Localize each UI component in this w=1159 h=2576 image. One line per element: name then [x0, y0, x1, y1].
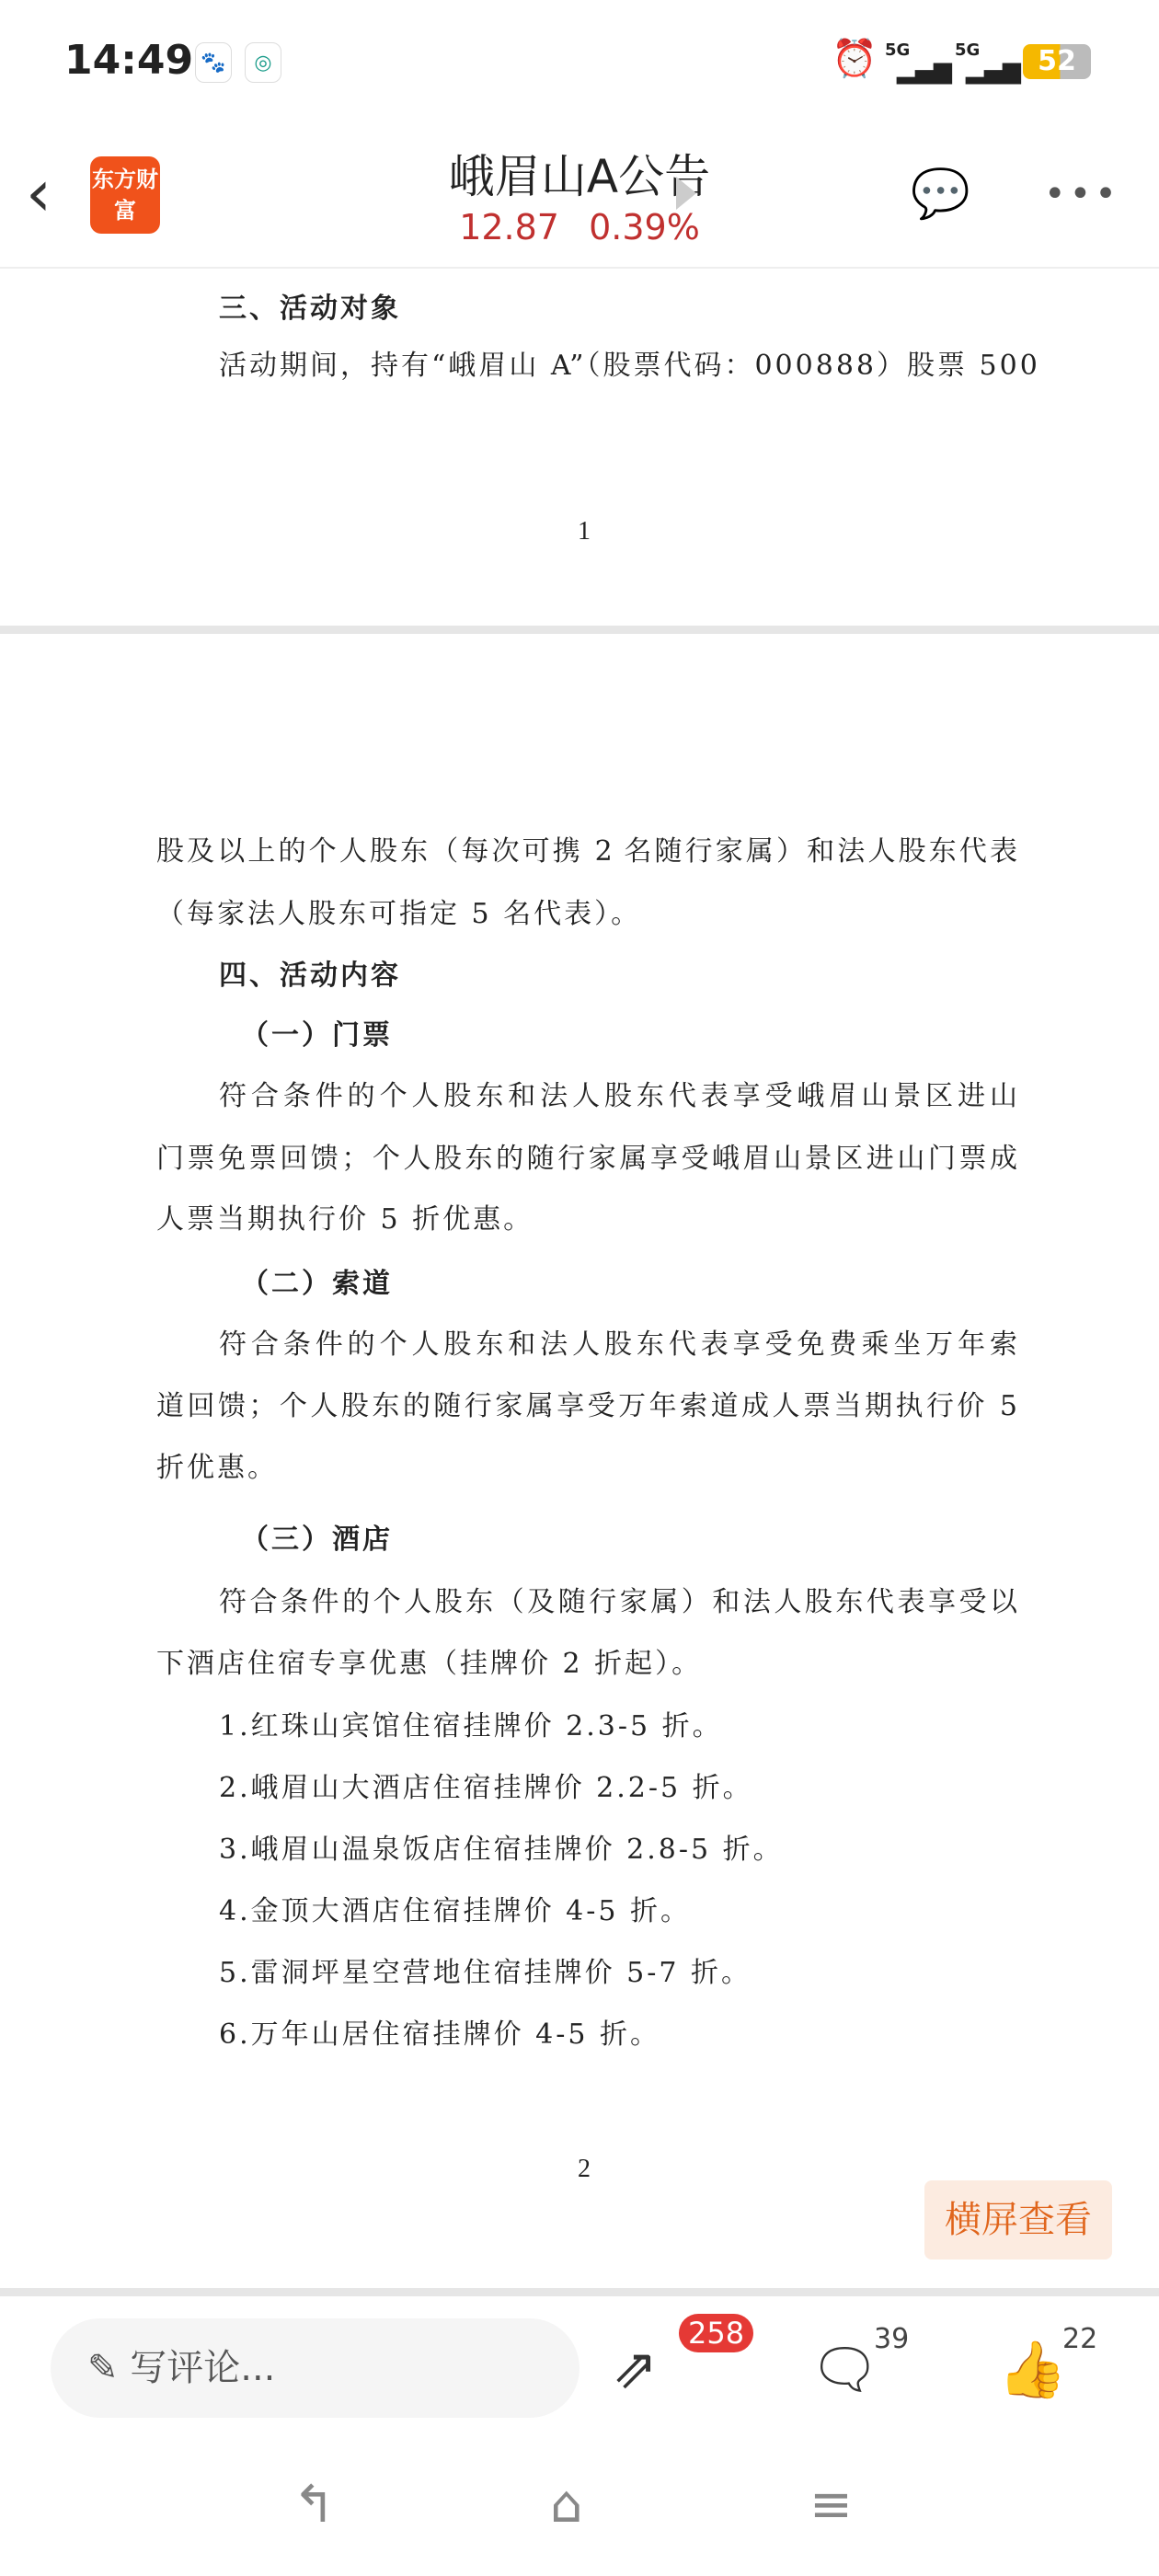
chevron-right-icon[interactable]	[676, 177, 696, 210]
signal-icon-2: ▂▄▆	[966, 57, 1021, 85]
like-icon[interactable]: 👍	[998, 2338, 1067, 2402]
page-title: 峨眉山A公告	[448, 150, 711, 203]
doc-line: 符合条件的个人股东和法人股东代表享受峨眉山景区进山	[219, 1080, 1017, 1112]
section-heading: （二）索道	[241, 1268, 393, 1300]
pencil-icon: ✎	[87, 2347, 131, 2389]
status-bar	[0, 37, 1159, 92]
doc-line: 4.金顶大酒店住宿挂牌价 4-5 折。	[219, 1895, 692, 1927]
battery-indicator: 52	[1023, 44, 1091, 79]
page-separator	[0, 626, 1159, 634]
doc-line: 股及以上的个人股东（每次可携 2 名随行家属）和法人股东代表	[156, 835, 1017, 868]
doc-line: 6.万年山居住宿挂牌价 4-5 折。	[219, 2018, 661, 2051]
network-5g-1: 5G	[885, 40, 911, 60]
doc-line: 活动期间，持有“峨眉山 A”（股票代码：000888）股票 500	[219, 350, 1040, 382]
doc-line: 5.雷洞坪星空营地住宿挂牌价 5-7 折。	[219, 1957, 752, 1989]
comment-placeholder: 写评论...	[130, 2347, 276, 2389]
section-heading: （三）酒店	[241, 1524, 393, 1556]
header-divider	[0, 267, 1159, 269]
stock-quote	[0, 207, 1159, 247]
status-time: 14:49	[64, 37, 194, 84]
share-icon[interactable]: ⇗	[612, 2337, 659, 2401]
baidu-app-icon: 🐾	[195, 42, 232, 83]
china-mobile-icon: ◎	[245, 42, 281, 83]
nav-back-icon[interactable]: ↰	[293, 2475, 336, 2535]
page-number: 2	[578, 2155, 591, 2183]
network-5g-2: 5G	[955, 40, 981, 60]
landscape-view-button[interactable]: 横屏查看	[924, 2180, 1112, 2260]
comment-count: 39	[874, 2323, 910, 2355]
doc-line: 下酒店住宿专享优惠（挂牌价 2 折起）。	[156, 1648, 703, 1680]
section-heading: （一）门票	[241, 1019, 393, 1052]
doc-line: 2.峨眉山大酒店住宿挂牌价 2.2-5 折。	[219, 1772, 753, 1804]
nav-menu-icon[interactable]: ≡	[809, 2475, 853, 2535]
doc-line: 3.峨眉山温泉饭店住宿挂牌价 2.8-5 折。	[219, 1834, 784, 1866]
doc-line: （每家法人股东可指定 5 名代表）。	[156, 898, 642, 930]
section-heading: 三、活动对象	[219, 293, 401, 325]
doc-line: 折优惠。	[156, 1452, 278, 1484]
stock-price: 12.87	[459, 207, 559, 247]
back-icon[interactable]: ‹	[26, 155, 52, 231]
doc-line: 符合条件的个人股东（及随行家属）和法人股东代表享受以	[219, 1586, 1017, 1618]
stock-change: 0.39%	[589, 207, 700, 247]
page-separator	[0, 2288, 1159, 2296]
doc-line: 门票免票回馈；个人股东的随行家属享受峨眉山景区进山门票成	[156, 1143, 1017, 1175]
comment-input[interactable]	[51, 2318, 580, 2418]
more-icon[interactable]: •••	[1044, 173, 1120, 215]
doc-line: 道回馈；个人股东的随行家属享受万年索道成人票当期执行价 5	[156, 1390, 1017, 1422]
doc-line: 符合条件的个人股东和法人股东代表享受免费乘坐万年索	[219, 1328, 1017, 1361]
section-heading: 四、活动内容	[219, 960, 401, 992]
doc-line: 1.红珠山宾馆住宿挂牌价 2.3-5 折。	[219, 1710, 723, 1742]
doc-line: 人票当期执行价 5 折优惠。	[156, 1203, 534, 1236]
like-count: 22	[1062, 2323, 1098, 2355]
alarm-icon: ⏰	[832, 38, 878, 80]
app-logo[interactable]: 东方财富	[90, 156, 160, 234]
comment-icon[interactable]: 🗨	[809, 2338, 880, 2402]
signal-icon: ▂▄▆	[897, 57, 952, 85]
nav-home-icon[interactable]: ⌂	[550, 2475, 583, 2535]
share-count-badge: 258	[679, 2314, 753, 2352]
page-number: 1	[578, 517, 591, 546]
wechat-share-icon[interactable]: 💬	[911, 167, 970, 222]
